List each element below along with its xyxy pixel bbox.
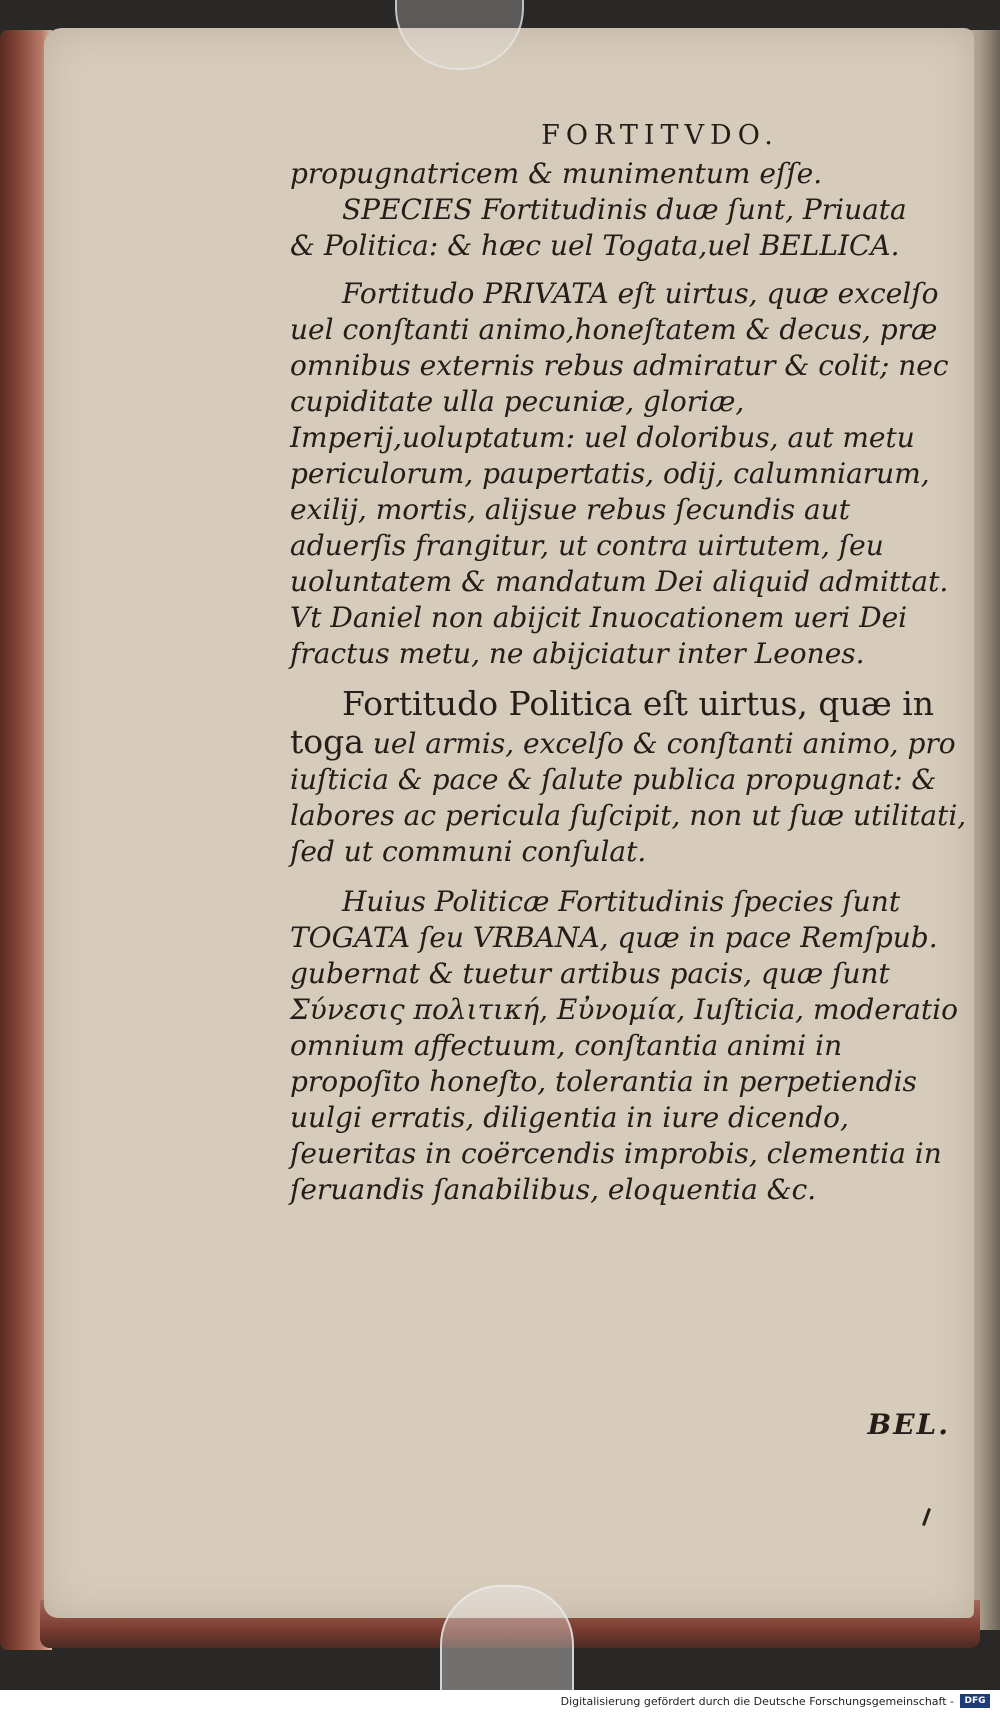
catchword: BEL. — [867, 1408, 950, 1441]
paragraph-political-body: uel armis, excelſo & conſtanti animo, pro iuſticia & pace & ſalute publica propugnat: & labores ac pericula ſuſcipit, non ut ſuæ utilitati, ſed ut communi conſulat. — [290, 727, 967, 868]
footer-credit: Digitalisierung gefördert durch die Deutsche Forschungsgemeinschaft - — [560, 1695, 954, 1708]
paragraph-political-lead: Fortitudo Politica eſt uirtus, quæ in toga — [290, 684, 935, 761]
intro-line-3: & Politica: & hæc uel Togata,uel BELLICA. — [290, 229, 900, 262]
paragraph-togata: Huius Politicæ Fortitudinis ſpecies ſunt TOGATA ſeu VRBANA, quæ in pace Remſpub. gubernat & tuetur artibus pacis, quæ ſunt Σύνεσις πολιτική, Εὐνομία, Iuſticia, moderatio omnium affectuum, conſtantia animi in propoſito honeſto, tolerantia in perpetiendis uulgi erratis, diligentia in iure dicendo, ſeueritas in coërcendis improbis, clementia in ſeruandis ſanabilibus, eloquentia &c. — [290, 885, 958, 1206]
footer-bar — [0, 1690, 1000, 1713]
intro-line-2: SPECIES Fortitudinis duæ ſunt, Priuata — [342, 193, 907, 226]
dfg-logo[interactable]: DFG — [960, 1694, 990, 1708]
clip-bottom-icon — [440, 1585, 574, 1690]
paragraph-private-fortitude: Fortitudo PRIVATA eſt uirtus, quæ excelſo uel conſtanti animo,honeſtatem & decus, præ omnibus externis rebus admiratur & colit; nec cupiditate ulla pecuniæ, gloriæ, Imperij,uoluptatum: uel doloribus, aut metu periculorum, paupertatis, odij, calumniarum, exilij, mortis, alijsue rebus ſecundis aut aduerſis frangitur, ut contra uirtutem, ſeu uoluntatem & mandatum Dei aliquid admittat. Vt Daniel non abijcit Inuocationem ueri Dei fractus metu, ne abijciatur inter Leones. — [290, 277, 949, 670]
intro-line-1: propugnatricem & munimentum eſſe. — [290, 157, 823, 190]
page-text — [290, 118, 970, 1208]
running-head: FORTITVDO. — [541, 120, 779, 151]
paragraph-political-fortitude — [290, 686, 970, 870]
